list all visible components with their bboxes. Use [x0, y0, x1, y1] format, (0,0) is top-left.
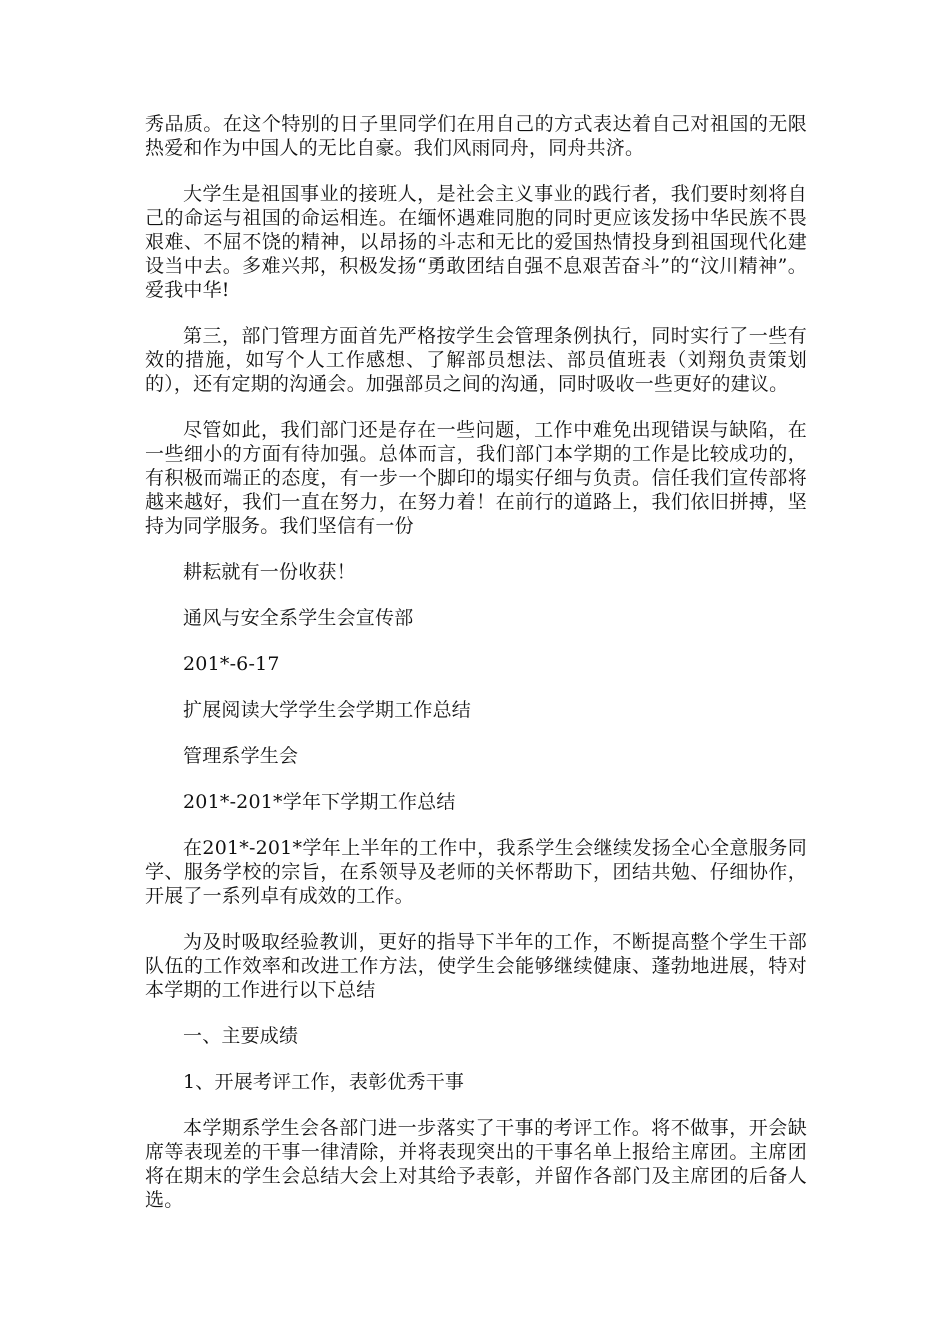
- paragraph-continuation: 秀品质。在这个特别的日子里同学们在用自己的方式表达着自己对祖国的无限热爱和作为中国人的无比自豪。我们风雨同舟，同舟共济。: [145, 113, 807, 159]
- signature-date: 201*-6-17: [183, 653, 280, 675]
- paragraph: 耕耘就有一份收获！: [183, 561, 356, 583]
- document-body: [145, 112, 807, 1234]
- paragraph: 第三，部门管理方面首先严格按学生会管理条例执行，同时实行了一些有效的措施，如写个人工作感想、了解部员想法、部员值班表（刘翔负责策划的），还有定期的沟通会。加强部员之间的沟通，同时吸收一些更好的建议。: [145, 325, 807, 395]
- paragraph: 本学期系学生会各部门进一步落实了干事的考评工作。将不做事，开会缺席等表现差的干事一律清除，并将表现突出的干事名单上报给主席团。主席团将在期末的学生会总结大会上对其给予表彰，并留作各部门及主席团的后备人选。: [145, 1117, 807, 1211]
- report-title: 201*-201*学年下学期工作总结: [183, 791, 456, 813]
- subsection-heading: 1、开展考评工作，表彰优秀干事: [183, 1071, 465, 1093]
- paragraph: 在201*-201*学年上半年的工作中，我系学生会继续发扬全心全意服务同学、服务学校的宗旨，在系领导及老师的关怀帮助下，团结共勉、仔细协作，开展了一系列卓有成效的工作。: [145, 837, 807, 907]
- paragraph: 大学生是祖国事业的接班人，是社会主义事业的践行者，我们要时刻将自己的命运与祖国的命运相连。在缅怀遇难同胞的同时更应该发扬中华民族不畏艰难、不屈不饶的精神，以昂扬的斗志和无比的爱国热情投身到祖国现代化建设当中去。多难兴邦，积极发扬“勇敢团结自强不息艰苦奋斗”的“汶川精神”。爱我中华!: [145, 183, 807, 301]
- section-heading: 一、主要成绩: [183, 1025, 299, 1047]
- paragraph: 尽管如此，我们部门还是存在一些问题，工作中难免出现错误与缺陷，在一些细小的方面有待加强。总体而言，我们部门本学期的工作是比较成功的，有积极而端正的态度，有一步一个脚印的塌实仔细与负责。信任我们宣传部将越来越好，我们一直在努力，在努力着！在前行的道路上，我们依旧拼搏，坚持为同学服务。我们坚信有一份: [145, 419, 807, 537]
- paragraph: 为及时吸取经验教训，更好的指导下半年的工作，不断提高整个学生干部队伍的工作效率和改进工作方法，使学生会能够继续健康、蓬勃地进展，特对本学期的工作进行以下总结: [145, 931, 807, 1001]
- organization-name: 管理系学生会: [183, 745, 299, 767]
- signature-department: 通风与安全系学生会宣传部: [183, 607, 414, 629]
- section-heading: 扩展阅读大学学生会学期工作总结: [183, 699, 472, 721]
